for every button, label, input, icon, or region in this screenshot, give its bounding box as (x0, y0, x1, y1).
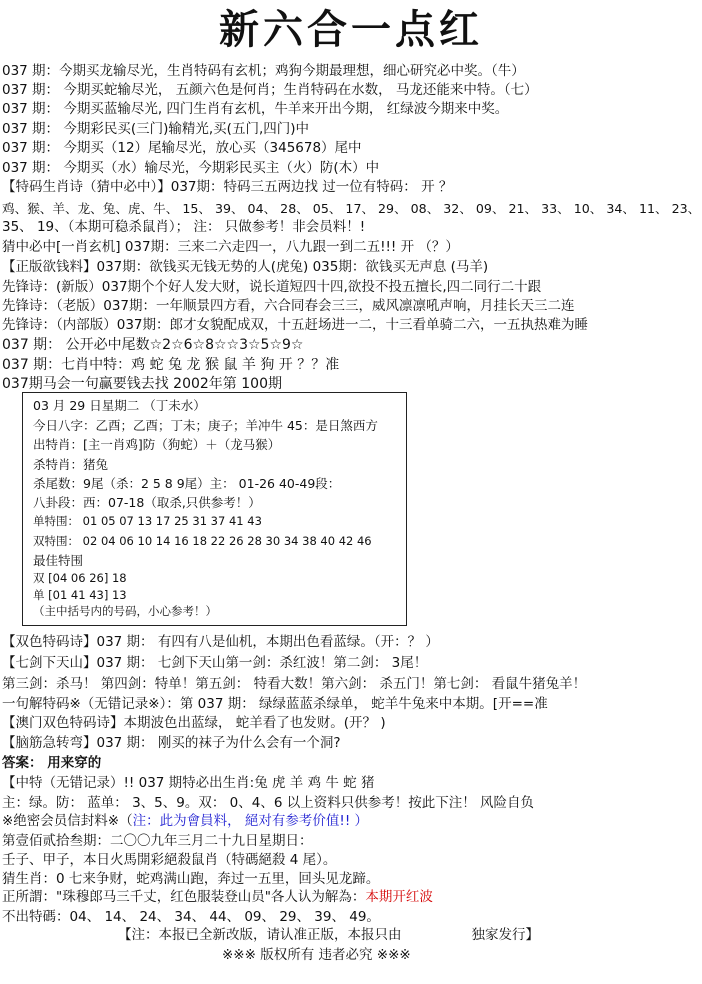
pioneer-poem-old: 先锋诗：（老版）037期：一年顺景四方看，六合同春会三三，威风凛凛吼声响，月挂长天三二连 (2, 298, 575, 314)
stem-branch-line: 壬子、甲子，本日火馬開彩絕殺鼠肖（特碼絕殺 4 尾）。 (2, 852, 337, 868)
box-even-numbers: 双 [04 06 26] 18 (33, 571, 127, 585)
member-note: 注：此为會員料， 絕对有参考价值!! ） (132, 813, 369, 829)
saying-text: 正所謂："珠穆郎马三千丈，红色服装登山员"各人认为解為： (2, 889, 366, 905)
two-color-poem: 【双色特码诗】037 期： 有四有八是仙机，本期出色看蓝绿。（开：？ ） (2, 634, 439, 650)
zodiac-poem-line: 【特码生肖诗（猜中必中）】037期：特码三五两边找 过一位有特码： 开 ？ (2, 179, 453, 195)
jockey-club-line: 037期马会一句赢要钱去找 2002年第 100期 (2, 376, 282, 392)
one-sentence-line: 一句解特码※（无错记录※）：第 037 期： 绿绿蓝蓝杀绿单， 蛇羊牛兔来中本期。[开==准 (2, 696, 548, 712)
box-odd-numbers: 单 [01 41 43] 13 (33, 588, 127, 602)
pioneer-poem-internal: 先锋诗：（内部版）037期：郎才女貌配成双，十五赶场进一二，十三看单骑二六，一五执热难为睡 (2, 317, 589, 333)
macau-poem: 【澳门双色特码诗】本期波色出蓝绿， 蛇羊看了也发财。(开？ ) (2, 715, 386, 731)
prophecy-line-5: 037 期： 今期买（12）尾输尽光，放心买（345678）尾中 (2, 140, 362, 156)
prophecy-line-2: 037 期： 今期买蛇输尽光， 五颜六色是何肖；生肖特码在水数， 马龙还能来中特。（七） (2, 82, 538, 98)
special-zodiac-line: 【中特（无错记录）!! 037 期特必出生肖:兔 虎 羊 鸡 牛 蛇 猪 (2, 775, 375, 791)
red-wave-answer: 本期开红波 (365, 889, 433, 905)
number-list-line-2: 35、 19、（本期可稳杀鼠肖）； 注： 只做参考！非会员料！! (2, 219, 366, 235)
prophecy-line-6: 037 期： 今期买（水）输尽光，今期彩民买主（火）防(木）中 (2, 160, 380, 176)
box-bagua: 八卦段：西：07-18（取杀,只供参考！） (33, 495, 261, 510)
number-list-line: 鸡、猴、羊、龙、兔、虎、牛、 15、 39、 04、 28、 05、 17、 29、 08、 32、 09、 21、 33、 10、 34、 11、 23、 (2, 201, 701, 216)
box-odd-range: 单特围： 01 05 07 13 17 25 31 37 41 43 (33, 514, 262, 528)
riddle-question: 【脑筋急转弯】037 期： 刚买的袜子为什么会有一个洞? (2, 735, 341, 751)
box-eight-characters: 今日八字：乙酉；乙酉；丁未；庚子；羊冲牛 45：是日煞西方 (33, 418, 378, 433)
member-envelope-line (2, 812, 368, 831)
prophecy-line-4: 037 期： 今期彩民买(三门)输精光,买(五门,四门)中 (2, 121, 309, 137)
riddle-answer: 答案： 用来穿的 (2, 755, 102, 771)
tail-number-line: 037 期： 公开必中尾数☆2☆6☆8☆☆3☆5☆9☆ (2, 337, 304, 353)
prophecy-line-1: 037 期：今期买龙输尽光，生肖特码有玄机；鸡狗今期最理想，细心研究必中奖。（牛） (2, 63, 525, 79)
member-envelope-label: ※绝密会员信封料※（ (2, 813, 133, 829)
box-even-range: 双特围： 02 04 06 10 14 16 18 22 26 28 30 34 38 40 42 46 (33, 534, 372, 548)
prophecy-line-3: 037 期： 今期买蓝输尽光, 四门生肖有玄机，牛羊来开出今期， 红绿波今期来中奖。 (2, 101, 509, 117)
seven-swords-line-1: 【七剑下天山】037 期： 七剑下天山第一剑：杀红波！第二剑： 3尾！ (2, 655, 428, 671)
copyright-line: ※※※ 版权所有 违者必究 ※※※ (222, 947, 411, 963)
money-material-line: 【正版欲钱料】037期：欲钱买无钱无势的人(虎兔) 035期：欲钱买无声息 (马羊) (2, 259, 489, 275)
color-tip-line: 主：绿。防： 蓝单： 3、5、9。双： 0、4、6 以上资料只供参考！按此下注！ 风险自负 (2, 795, 534, 811)
publisher-note-end: 独家发行】 (471, 927, 539, 943)
saying-line (2, 888, 433, 907)
newspaper-title: 新六合一点红 (219, 6, 483, 53)
issue-date-line: 第壹佰贰拾叁期：二〇〇九年三月二十九日星期日： (2, 833, 313, 849)
guess-line: 猜中必中[一肖玄机] 037期：三来二六走四一，八九跟一到二五!!! 开 （？） (2, 239, 459, 255)
box-special-zodiac: 出特肖：[主一肖鸡]防（狗蛇）＋（龙马猴） (33, 437, 281, 452)
box-note: （主中括号内的号码，小心参考！） (33, 604, 217, 618)
seven-zodiac-line: 037 期：七肖中特：鸡 蛇 兔 龙 猴 鼠 羊 狗 开 ？？准 (2, 357, 340, 373)
box-best-range: 最佳特围 (33, 553, 84, 568)
box-kill-tail: 杀尾数：9尾（杀：2 5 8 9尾）主： 01-26 40-49段： (33, 476, 341, 491)
daily-info-box (22, 392, 407, 626)
pioneer-poem-new: 先锋诗：(新版）037期个个好人发大财，说长道短四十四,欲投不投五擅长,四二同行二十跟 (2, 279, 542, 295)
box-kill-zodiac: 杀特肖：猪兔 (33, 457, 109, 472)
publisher-note-line (118, 926, 539, 945)
guess-zodiac-line: 猜生肖：0 七来争财，蛇鸡满山跑，奔过一五里，回头见龙蹄。 (2, 871, 380, 887)
seven-swords-line-2: 第三剑：杀马！ 第四剑：特单！第五剑： 特看大数！第六剑： 杀五门！第七剑： 看鼠牛猪兔羊！ (2, 676, 587, 692)
excluded-numbers-line: 不出特碼：04、 14、 24、 34、 44、 09、 29、 39、 49。 (2, 909, 380, 925)
publisher-note: 【注：本报已全新改版，请认准正版，本报只由 (118, 927, 402, 943)
box-date: 03 月 29 日星期二 （丁未水） (33, 398, 206, 413)
